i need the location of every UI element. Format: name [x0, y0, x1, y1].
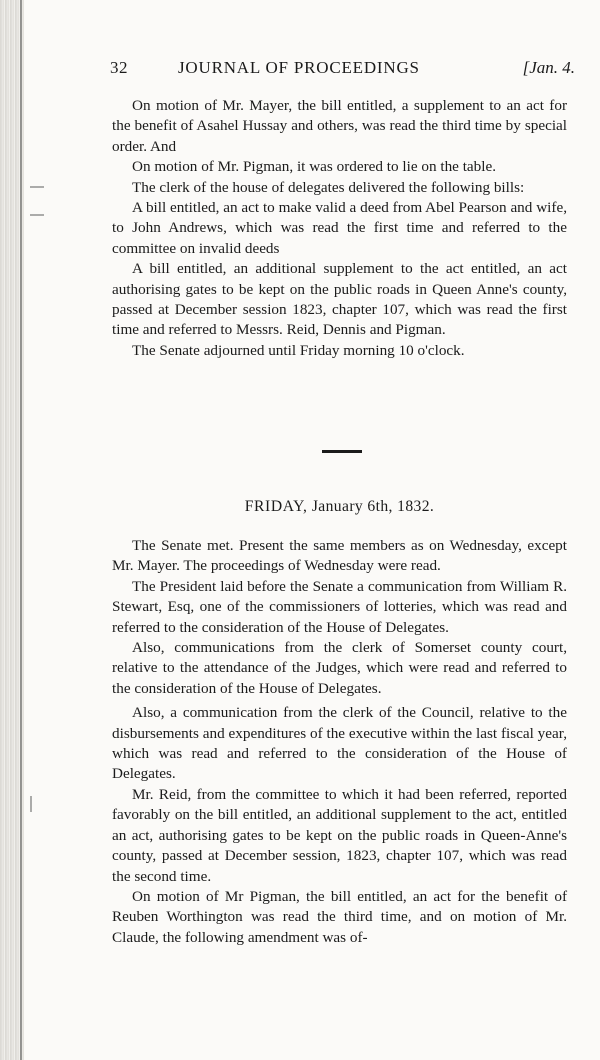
margin-mark: [30, 186, 44, 188]
paragraph: A bill entitled, an act to make valid a deed from Abel Pearson and wife, to John Andrews, which was read the first time and referred to the committee on invalid deeds: [112, 199, 567, 257]
paragraph: Also, communications from the clerk of Somerset county court, relative to the attendance of the Judges, which were read and referred to the consideration of the House of Delegates.: [112, 639, 567, 697]
page-binding-edge: [0, 0, 24, 1060]
section-date: January 6th, 1832.: [311, 498, 435, 515]
page-number: 32: [110, 58, 128, 77]
margin-mark: [30, 214, 44, 216]
paragraph: The Senate adjourned until Friday morning 10 o'clock.: [132, 341, 465, 359]
journal-title: JOURNAL OF PROCEEDINGS: [178, 58, 420, 77]
proceedings-after: [112, 536, 567, 948]
running-head: [110, 58, 575, 80]
paragraph: On motion of Mr. Pigman, it was ordered to lie on the table.: [132, 158, 497, 176]
section-day: FRIDAY,: [244, 498, 308, 515]
paragraph: On motion of Mr. Mayer, the bill entitled, a supplement to an act for the benefit of Asahel Hussay and others, was read the third time by special order. And: [112, 97, 567, 155]
proceedings-before: [112, 96, 567, 361]
paragraph: A bill entitled, an additional supplement to the act entitled, an act authorising gates to be kept on the public roads in Queen Anne's county, passed at December session 1823, chapter 107, which was read the first time and referred to Messrs. Reid, Dennis and Pigman.: [112, 260, 567, 339]
section-divider: [322, 450, 362, 453]
paragraph: The Senate met. Present the same members as on Wednesday, except Mr. Mayer. The proceedings of Wednesday were read.: [112, 537, 567, 575]
margin-mark: [30, 796, 32, 812]
paragraph: Mr. Reid, from the committee to which it had been referred, reported favorably on the bill entitled, an additional supplement to the act, entitled an act, authorising gates to be kept on the public roads in Queen-Anne's county, passed at December session, 1823, chapter 107, which was read the second time.: [112, 785, 567, 885]
paragraph: The clerk of the house of delegates delivered the following bills:: [132, 178, 525, 196]
paragraph: On motion of Mr Pigman, the bill entitled, an act for the benefit of Reuben Worthington was read the third time, and on motion of Mr. Claude, the following amendment was of-: [112, 887, 567, 946]
header-date: [Jan. 4.: [522, 58, 575, 77]
paragraph: Also, a communication from the clerk of the Council, relative to the disbursements and expenditures of the executive within the last fiscal year, which was read and referred to the consideration of the House of Delegates.: [112, 704, 567, 783]
section-heading: [112, 498, 567, 516]
paragraph: The President laid before the Senate a communication from William R. Stewart, Esq, one of the commissioners of lotteries, which was read and referred to the consideration of the House of Delegates.: [112, 577, 567, 636]
